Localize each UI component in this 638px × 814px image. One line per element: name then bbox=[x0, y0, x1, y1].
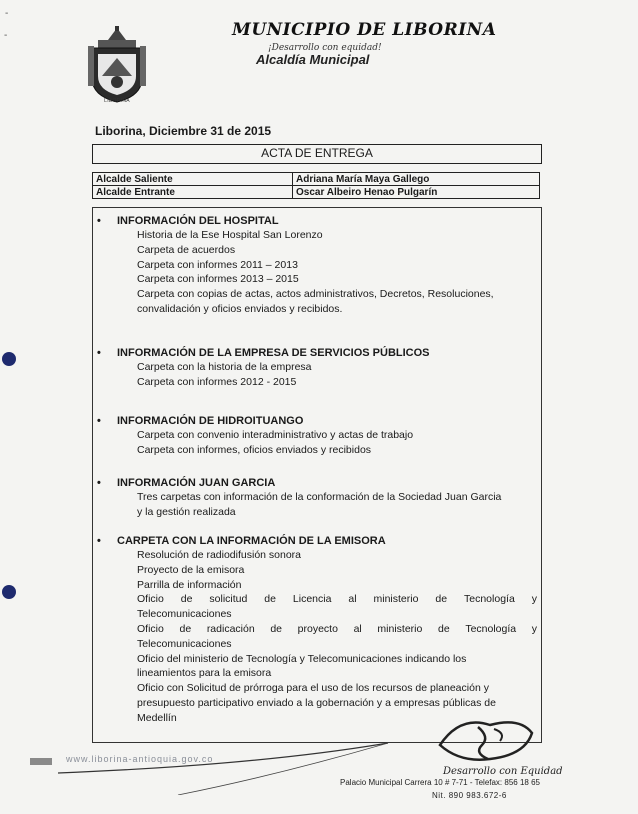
section-servicios-publicos bbox=[97, 346, 527, 390]
word: proyecto bbox=[297, 622, 338, 635]
word: radicación bbox=[206, 622, 255, 635]
list-item: Carpeta con copias de actas, actos administrativos, Decretos, Resoluciones, bbox=[137, 288, 494, 301]
list-item: convalidación y oficios enviados y recibidos. bbox=[137, 302, 343, 315]
footer-address: Palacio Municipal Carrera 10 # 7-71 - Telefax: 856 18 65 bbox=[340, 778, 540, 787]
list-item-justified bbox=[137, 622, 537, 637]
list-item: presupuesto participativo enviado a la gobernación y a empresas públicas de bbox=[137, 696, 496, 709]
section-juan-garcia bbox=[97, 476, 527, 520]
binder-hole bbox=[2, 352, 16, 366]
list-item: Carpeta con convenio interadministrativo y actas de trabajo bbox=[137, 429, 414, 441]
list-item: Oficio con Solicitud de prórroga para el uso de los recursos de planeación y bbox=[137, 682, 489, 695]
word: de bbox=[435, 593, 448, 606]
footer-slogan: Desarrollo con Equidad bbox=[443, 766, 563, 777]
word: Oficio bbox=[137, 593, 164, 606]
word: al bbox=[353, 622, 362, 635]
section-title: INFORMACIÓN DEL HOSPITAL bbox=[117, 215, 279, 227]
word: Licencia bbox=[292, 593, 332, 606]
section-emisora bbox=[97, 534, 537, 726]
equity-logo-icon bbox=[420, 715, 550, 763]
table-row bbox=[93, 173, 540, 186]
bullet-icon: • bbox=[97, 347, 101, 359]
municipality-motto: ¡Desarrollo con equidad! bbox=[268, 43, 382, 53]
list-item: y la gestión realizada bbox=[137, 505, 236, 518]
word: de bbox=[180, 593, 193, 606]
list-item: Tres carpetas con información de la conformación de la Sociedad Juan Garcia bbox=[137, 491, 502, 503]
list-item: Carpeta con informes 2012 - 2015 bbox=[137, 375, 297, 388]
section-title: CARPETA CON LA INFORMACIÓN DE LA EMISORA bbox=[117, 535, 386, 547]
list-item: Parrilla de información bbox=[137, 578, 242, 591]
binder-hole bbox=[2, 585, 16, 599]
table-row bbox=[93, 186, 540, 199]
word: solicitud bbox=[209, 593, 248, 606]
bullet-icon: • bbox=[97, 415, 101, 427]
crest-caption: LIBORINA bbox=[104, 98, 130, 104]
section-title: INFORMACIÓN JUAN GARCIA bbox=[117, 477, 276, 489]
signatories-table bbox=[92, 172, 540, 199]
word: y bbox=[531, 622, 537, 635]
incoming-role: Alcalde Entrante bbox=[93, 186, 293, 199]
word: de bbox=[270, 622, 283, 635]
municipal-crest-icon bbox=[86, 26, 148, 104]
scan-mark: ‐ bbox=[5, 8, 9, 19]
word: de bbox=[179, 622, 192, 635]
list-item: Carpeta con informes 2013 – 2015 bbox=[137, 273, 299, 286]
municipality-title: MUNICIPIO DE LIBORINA bbox=[232, 20, 497, 40]
incoming-name: Oscar Albeiro Henao Pulgarín bbox=[293, 186, 540, 199]
list-item: Telecomunicaciones bbox=[137, 608, 232, 621]
word: de bbox=[264, 593, 276, 606]
word: Tecnología bbox=[464, 593, 515, 606]
scan-mark: ‐ bbox=[4, 30, 8, 41]
bullet-icon: • bbox=[97, 535, 101, 547]
list-item: Carpeta con informes, oficios enviados y recibidos bbox=[137, 443, 372, 456]
section-title: INFORMACIÓN DE LA EMPRESA DE SERVICIOS PÚBLICOS bbox=[117, 347, 430, 359]
outgoing-name: Adriana María Maya Gallego bbox=[293, 173, 540, 186]
list-item: Oficio del ministerio de Tecnología y Telecomunicaciones indicando los bbox=[137, 652, 467, 665]
bullet-icon: • bbox=[97, 477, 101, 489]
office-title: Alcaldía Municipal bbox=[256, 52, 370, 67]
document-date: Liborina, Diciembre 31 de 2015 bbox=[95, 124, 272, 138]
list-item: Proyecto de la emisora bbox=[137, 563, 245, 576]
word: Tecnología bbox=[465, 622, 517, 635]
list-item: Carpeta con la historia de la empresa bbox=[137, 361, 312, 373]
list-item: Telecomunicaciones bbox=[137, 637, 232, 650]
footer-nit: Nit. 890 983.672-6 bbox=[432, 791, 507, 800]
word: de bbox=[437, 622, 450, 635]
word: ministerio bbox=[377, 622, 423, 635]
list-item: Carpeta con informes 2011 – 2013 bbox=[137, 258, 298, 271]
outgoing-role: Alcalde Saliente bbox=[93, 173, 293, 186]
word: al bbox=[348, 593, 357, 606]
inventory-box bbox=[92, 207, 542, 743]
bullet-icon: • bbox=[97, 215, 101, 227]
list-item: lineamientos para la emisora bbox=[137, 667, 272, 680]
footer-bar bbox=[30, 758, 52, 765]
footer-url: www.liborina-antioquia.gov.co bbox=[66, 754, 214, 764]
list-item: Medellín bbox=[137, 711, 177, 724]
document-title: ACTA DE ENTREGA bbox=[261, 146, 373, 160]
section-title: INFORMACIÓN DE HIDROITUANGO bbox=[117, 415, 304, 427]
section-hidroituango bbox=[97, 414, 527, 458]
list-item: Historia de la Ese Hospital San Lorenzo bbox=[137, 229, 323, 241]
list-item: Resolución de radiodifusión sonora bbox=[137, 549, 302, 561]
title-box bbox=[92, 144, 542, 164]
section-hospital bbox=[97, 214, 527, 317]
word: ministerio bbox=[373, 593, 419, 606]
list-item: Carpeta de acuerdos bbox=[137, 243, 236, 256]
list-item-justified bbox=[137, 592, 537, 607]
word: y bbox=[531, 593, 537, 606]
word: Oficio bbox=[137, 622, 164, 635]
